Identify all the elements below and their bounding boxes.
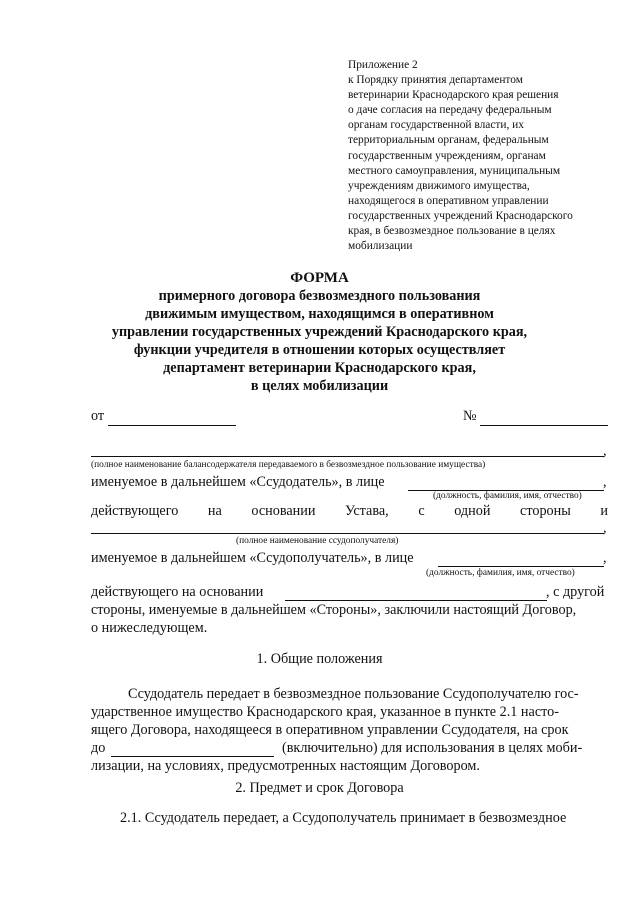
annex-line: Приложение 2 — [348, 59, 418, 71]
annex-line: местного самоуправления, муниципальным — [348, 164, 561, 177]
word: действующего — [91, 503, 179, 519]
from-label: от — [91, 408, 105, 424]
annex-line: находящегося в оперативном управлении — [348, 194, 549, 207]
borrower-representative-field-line[interactable] — [438, 566, 604, 567]
section-1-paragraph-line: ящего Договора, находящееся в оперативном управлении Ссудодателя, на срок — [91, 722, 569, 738]
section-2-paragraph-line: 2.1. Ссудодатель передает, а Ссудополучатель принимает в безвозмездное — [120, 810, 567, 826]
comma: , — [603, 550, 607, 566]
date-field-line[interactable] — [108, 425, 236, 426]
section-2-heading: 2. Предмет и срок Договора — [235, 780, 404, 796]
acting-statute-line — [91, 503, 608, 520]
number-label: № — [463, 408, 477, 424]
following-text: о нижеследующем. — [91, 620, 208, 636]
word: и — [600, 503, 608, 519]
word: основании — [251, 503, 316, 519]
section-1-heading: 1. Общие положения — [256, 651, 383, 667]
annex-line: территориальным органам, федеральным — [348, 134, 549, 147]
acting-basis-text: действующего на основании — [91, 584, 264, 600]
title-line: департамент ветеринарии Краснодарского края, — [163, 360, 476, 376]
position-hint-2: (должность, фамилия, имя, отчество) — [426, 568, 575, 578]
title-line: примерного договора безвозмездного пользования — [158, 288, 481, 304]
annex-block — [348, 58, 573, 254]
basis-field-line[interactable] — [285, 600, 547, 601]
word: стороны — [520, 503, 571, 519]
annex-line: о даче согласия на передачу федеральным — [348, 104, 552, 117]
annex-line: ветеринарии Краснодарского края решения — [348, 89, 559, 102]
other-side-text: , с другой — [546, 584, 605, 600]
comma: , — [603, 520, 607, 536]
annex-line: государственных учреждений Краснодарского — [348, 209, 573, 222]
position-hint: (должность, фамилия, имя, отчество) — [433, 491, 582, 501]
title-line: в целях мобилизации — [250, 378, 389, 394]
comma: , — [603, 443, 607, 459]
parties-line: стороны, именуемые в дальнейшем «Стороны», заключили настоящий Договор, — [91, 602, 577, 618]
section-1-paragraph-line: ударственное имущество Краснодарского края, указанное в пункте 2.1 насто- — [91, 704, 559, 720]
annex-line: к Порядку принятия департаментом — [348, 74, 523, 87]
title-line: управлении государственных учреждений Краснодарского края, — [111, 324, 528, 340]
word: одной — [454, 503, 491, 519]
word: на — [207, 503, 222, 519]
term-until-label: до — [91, 740, 106, 756]
word: с — [418, 503, 425, 519]
annex-line: края, в безвозмездное пользование в целях — [348, 225, 556, 238]
title-line: движимым имуществом, находящимся в оперативном — [145, 306, 494, 322]
borrower-hint: (полное наименование ссудополучателя) — [236, 536, 399, 546]
section-1-paragraph-line: лизации, на условиях, предусмотренных настоящим Договором. — [91, 758, 480, 774]
balance-holder-hint: (полное наименование балансодержателя передаваемого в безвозмездное пользование имущества) — [91, 460, 486, 470]
section-1-paragraph-line: (включительно) для использования в целях моби- — [282, 740, 583, 756]
balance-holder-field-line[interactable] — [91, 456, 604, 457]
term-date-field-line[interactable] — [111, 756, 274, 757]
borrower-named-text: именуемое в дальнейшем «Ссудополучатель», в лице — [91, 550, 414, 566]
title-line: функции учредителя в отношении которых осуществляет — [133, 342, 506, 358]
annex-line: государственным учреждениям, органам — [348, 149, 546, 162]
lender-named-text: именуемое в дальнейшем «Ссудодатель», в лице — [91, 474, 385, 490]
section-1-paragraph-line: Ссудодатель передает в безвозмездное пользование Ссудополучателю гос- — [128, 686, 579, 702]
borrower-field-line[interactable] — [91, 533, 604, 534]
word: Устава, — [345, 503, 389, 519]
number-field-line[interactable] — [480, 425, 608, 426]
form-heading: ФОРМА — [290, 270, 349, 286]
comma: , — [603, 474, 607, 490]
annex-line: мобилизации — [348, 240, 413, 253]
annex-line: органам государственной власти, их — [348, 119, 524, 132]
annex-line: учреждениям движимого имущества, — [348, 179, 530, 192]
